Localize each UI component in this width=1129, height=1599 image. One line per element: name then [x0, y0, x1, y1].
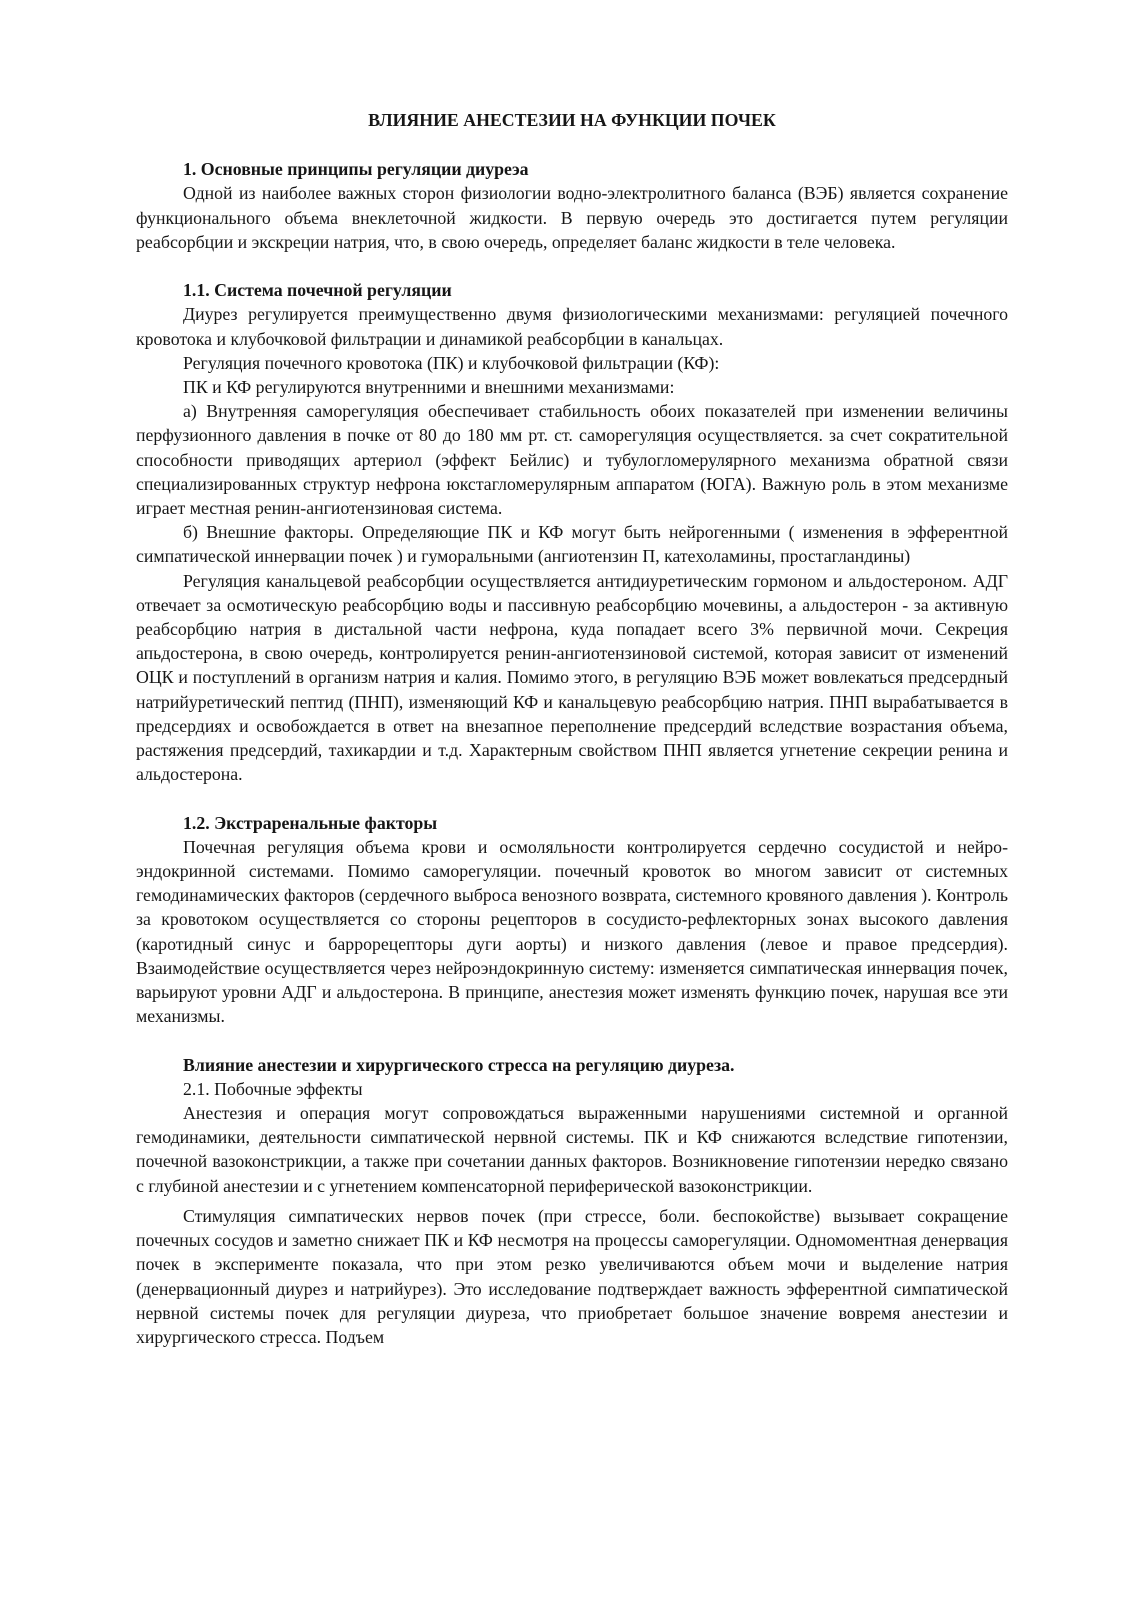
section-1-1-paragraph-1: Диурез регулируется преимущественно двумя физиологическими механизмами: регуляцией почечного кровотока и клубочковой фильтрации и динамикой реабсорбции в канальцах. [136, 304, 1008, 349]
section-1-1-paragraph-4: а) Внутренняя саморегуляция обеспечивает стабильность обоих показателей при изменении величины перфузионного давления в почке от 80 до 180 мм рт. ст. саморегуляция осуществляется. за счет сократительной способности приводящих артериол (эффект Бейлис) и тубулогломерулярного механизма обратной связи специализированных структур нефрона юкстагломерулярным аппаратом (ЮГА). Важную роль в этом механизме играет местная ренин-ангиотензиновая система. [136, 401, 1008, 519]
section-2-paragraph-2: Стимуляция симпатических нервов почек (при стрессе, боли. беспокойстве) вызывает сокращение почечных сосудов и заметно снижает ПК и КФ несмотря на процессы саморегуляции. Одномоментная денервация почек в эксперименте показала, что при этом резко увеличиваются объем мочи и выделение натрия (денервационный диурез и натрийурез). Это исследование подтверждает важность эфферентной симпатической нервной системы почек для регуляции диуреза, что приобретает большое значение вовремя анестезии и хирургического стресса. Подъем [136, 1205, 1008, 1347]
section-2-paragraph-1: Анестезия и операция могут сопровождаться выраженными нарушениями системной и органной гемодинамики, деятельности симпатической нервной системы. ПК и КФ снижаются вследствие гипотензии, почечной вазоконстрикции, а также при сочетании данных факторов. Возникновение гипотензии нередко связано с глубиной анестезии и с угнетением компенсаторной периферической вазоконстрикции. [136, 1103, 1008, 1196]
section-2-1-subheading: 2.1. Побочные эффекты [183, 1078, 363, 1099]
section-1-1-paragraph-6: Регуляция канальцевой реабсорбции осуществляется антидиуретическим гормоном и альдостероном. АДГ отвечает за осмотическую реабсорбцию воды и пассивную реабсорбцию мочевины, а альдостерон - за активную реабсорбцию натрия в дистальной части нефрона, куда попадает всего 3% первичной мочи. Секреция апьдостерона, в свою очередь, контролируется ренин-ангиотензиновой системой, которая зависит от изменений ОЦК и поступлений в организм натрия и калия. Помимо этого, в регуляцию ВЭБ может вовлекаться предсердный натрийуретический пептид (ПНП), изменяющий КФ и канальцевую реабсорбцию натрия. ПНП вырабатывается в предсердиях и освобождается в ответ на внезапное переполнение предсердий вследствие возрастания объема, растяжения предсердий, тахикардии и т.д. Характерным свойством ПНП является угнетение секреции ренина и альдостерона. [136, 570, 1008, 785]
section-1-paragraph-1: Одной из наиболее важных сторон физиологии водно-электролитного баланса (ВЭБ) является сохранение функционального объема внеклеточной жидкости. В первую очередь это достигается путем регуляции реабсорбции и экскреции натрия, что, в свою очередь, определяет баланс жидкости в теле человека. [136, 183, 1008, 252]
section-2-heading: Влияние анестезии и хирургического стресса на регуляцию диуреза. [183, 1054, 735, 1075]
section-1-2-paragraph-1: Почечная регуляция объема крови и осмоляльности контролируется сердечно сосудистой и нейро- эндокринной системами. Помимо саморегуляции. почечный кровоток во многом зависит от системных гемодинамических факторов (сердечного выброса венозного возврата, системного кровяного давления ). Контроль за кровотоком осуществляется со стороны рецепторов в сосудисто-рефлекторных зонах высокого давления (каротидный синус и баррорецепторы дуги аорты) и низкого давления (левое и правое предсердия). Взаимодействие осуществляется через нейроэндокринную систему: изменяется симпатическая иннервация почек, варьируют уровни АДГ и альдостерона. В принципе, анестезия может изменять функцию почек, нарушая все эти механизмы. [136, 836, 1008, 1027]
section-1-1-paragraph-3: ПК и КФ регулируются внутренними и внешними механизмами: [183, 377, 675, 398]
section-1-heading: 1. Основные принципы регуляции диуреэа [183, 159, 529, 180]
document-title: ВЛИЯНИЕ АНЕСТЕЗИИ НА ФУНКЦИИ ПОЧЕК [368, 110, 776, 130]
spacer [136, 1028, 1008, 1052]
spacer [136, 786, 1008, 810]
section-1-2-heading: 1.2. Экстраренальные факторы [183, 812, 438, 833]
section-1-1-paragraph-5: б) Внешние факторы. Определяющие ПК и КФ могут быть нейрогенными ( изменения в эфферентной симпатической иннервации почек ) и гуморальными (ангиотензин П, катехоламины, простагландины) [136, 522, 1008, 567]
section-1-1-paragraph-2: Регуляция почечного кровотока (ПК) и клубочковой фильтрации (КФ): [183, 352, 720, 373]
section-1-1-heading: 1.1. Система почечной регуляции [183, 280, 452, 301]
spacer [136, 254, 1008, 278]
